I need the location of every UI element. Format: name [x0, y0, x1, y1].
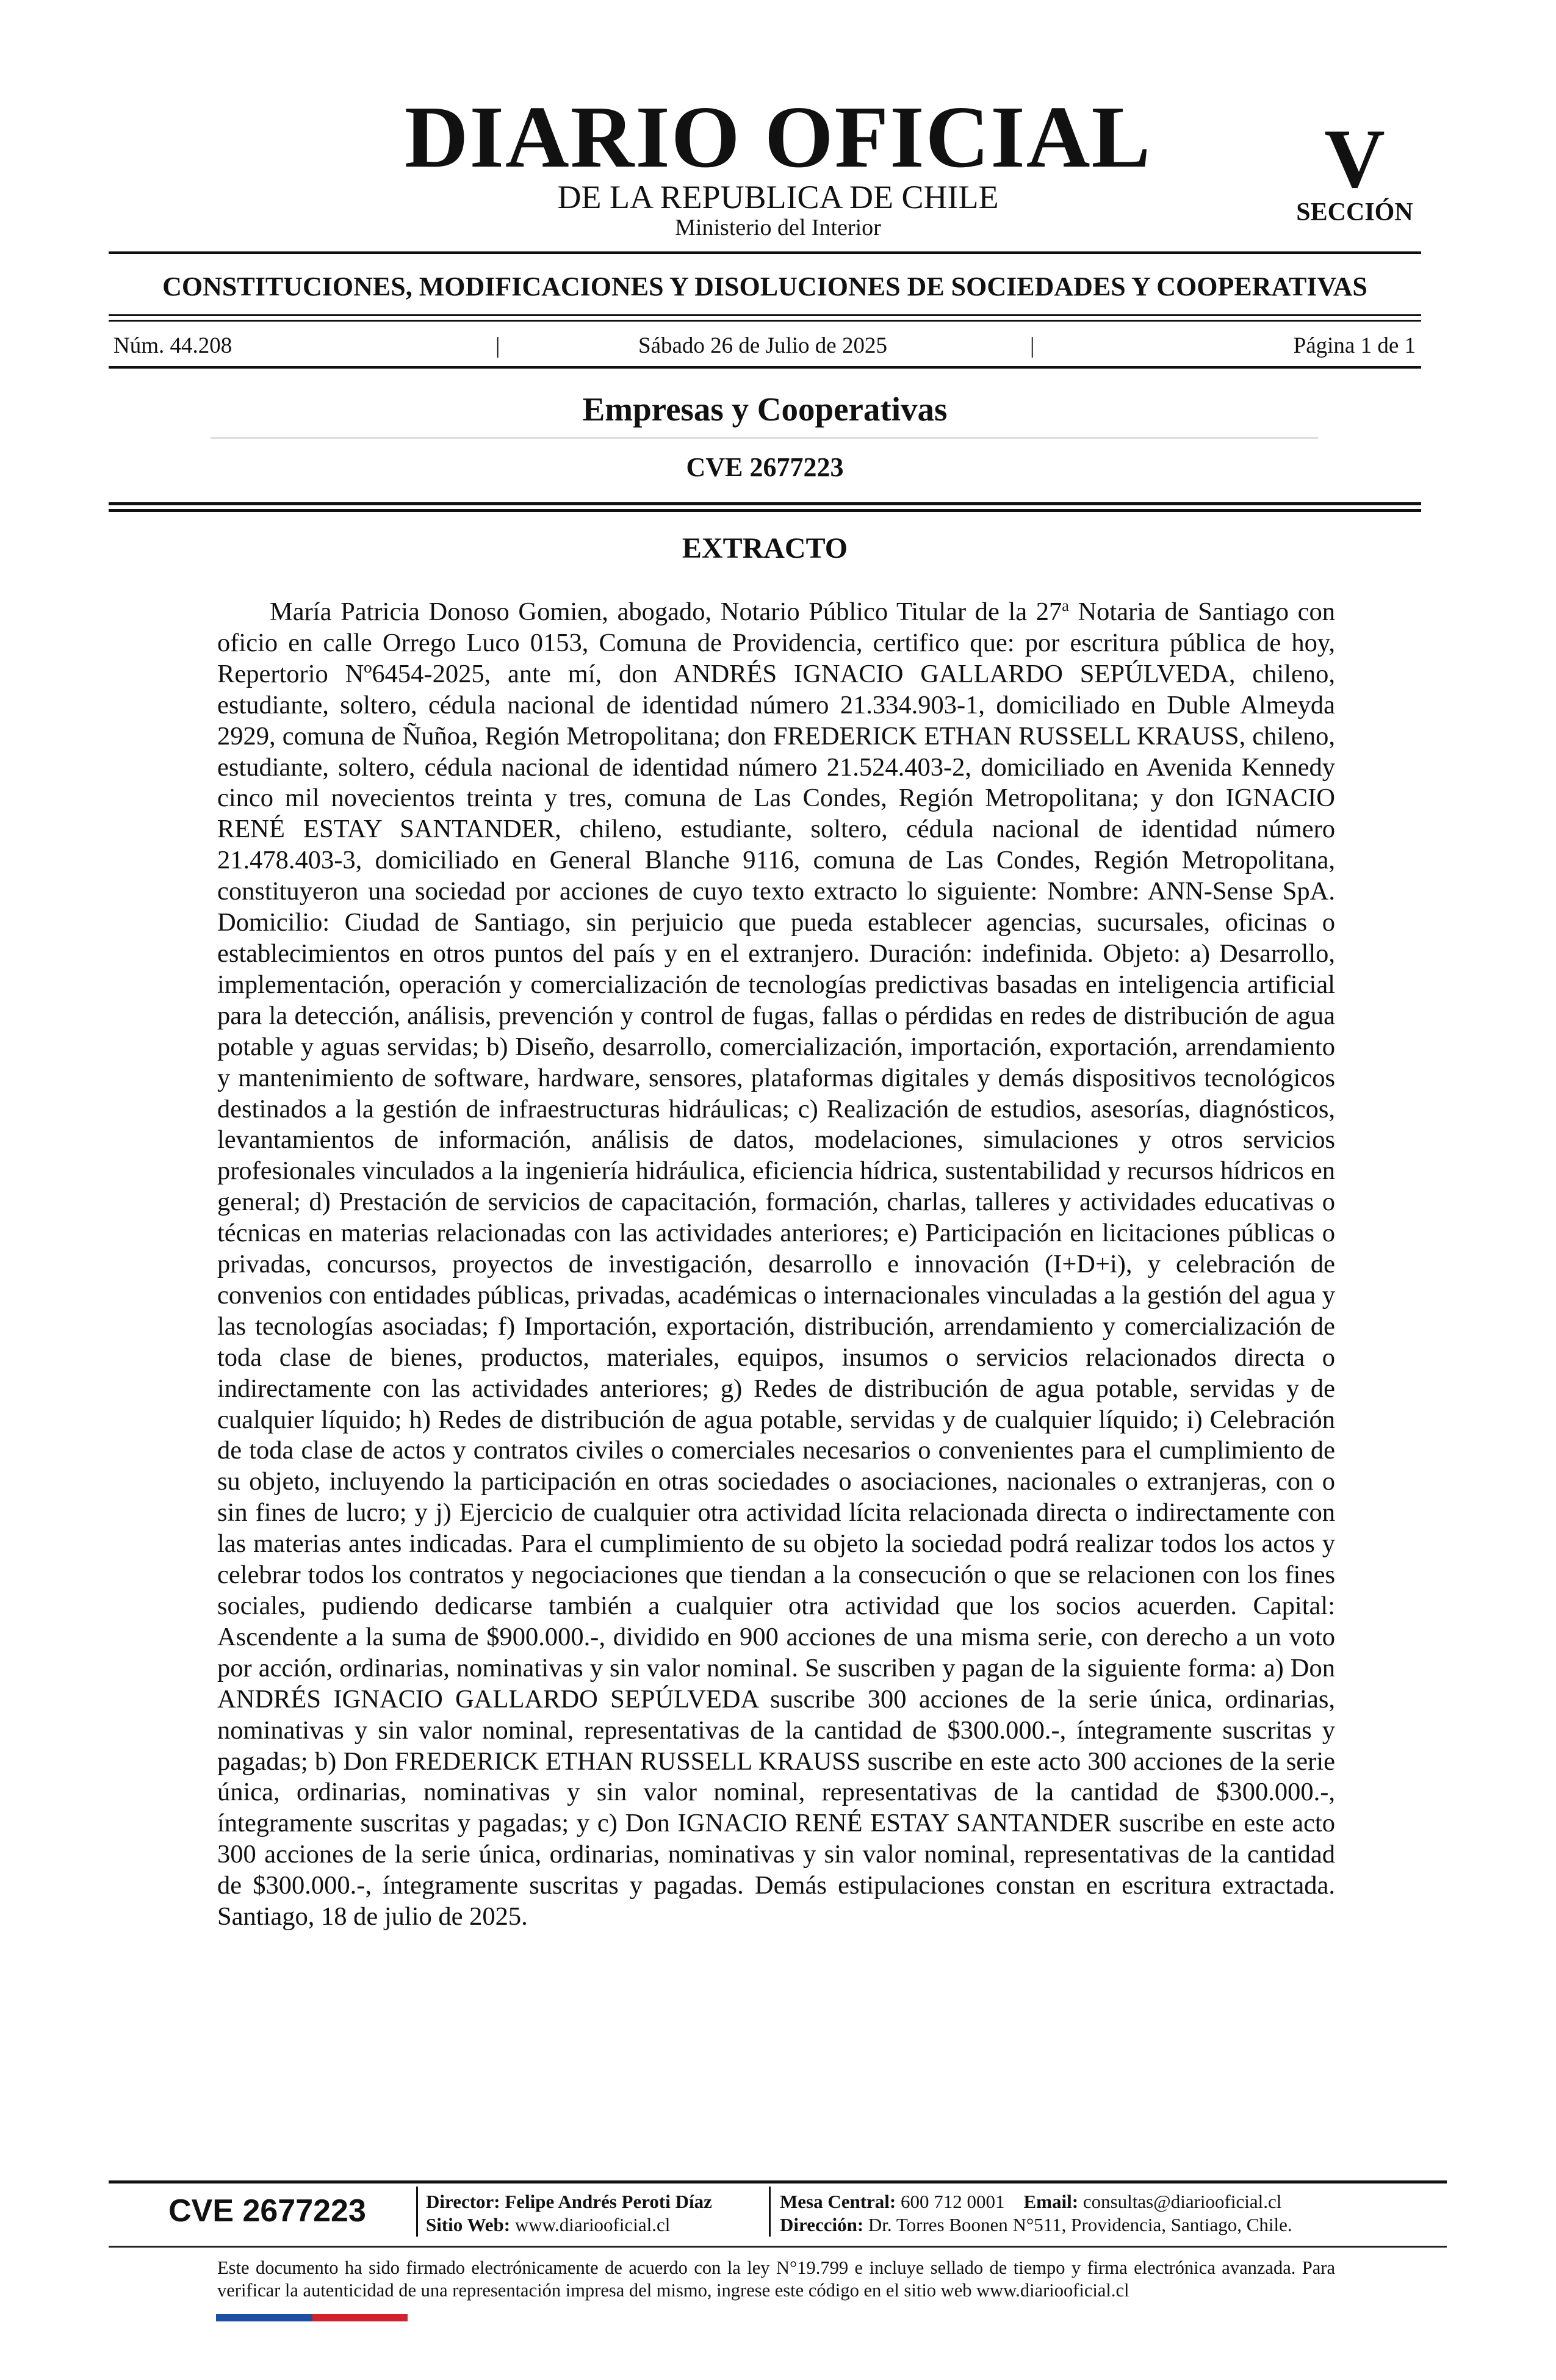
- footer-director: Director: Felipe Andrés Peroti Díaz: [426, 2191, 712, 2212]
- double-rule-top: [109, 502, 1421, 505]
- footer-divider: [769, 2187, 771, 2237]
- newspaper-title: DIARIO OFICIAL: [404, 88, 1152, 186]
- page-count: Página 1 de 1: [1293, 333, 1416, 358]
- issue-date: Sábado 26 de Julio de 2025: [638, 333, 887, 358]
- info-separator: |: [1030, 333, 1035, 358]
- column-divider: [211, 437, 1318, 439]
- footer-divider: [416, 2187, 418, 2237]
- double-rule-bottom: [109, 509, 1421, 512]
- footer-contact: Mesa Central: 600 712 0001 Email: consultas@diariooficial.cl: [780, 2191, 1282, 2212]
- info-rule: [109, 366, 1421, 369]
- footer-rule: [109, 2180, 1447, 2183]
- website-link[interactable]: www.diariooficial.cl: [514, 2214, 671, 2235]
- info-separator: |: [495, 333, 500, 358]
- flag-stripe-blue: [216, 2314, 312, 2321]
- issue-number: Núm. 44.208: [113, 333, 232, 358]
- section-label: SECCIÓN: [1296, 198, 1413, 226]
- extract-title: EXTRACTO: [682, 532, 848, 564]
- newspaper-subtitle: DE LA REPUBLICA DE CHILE: [557, 179, 999, 215]
- ordinal-marker: a: [1062, 596, 1069, 615]
- footer-bottom-rule: [109, 2246, 1447, 2248]
- category-rule-bottom: [109, 320, 1421, 322]
- extract-body: [217, 597, 1335, 1933]
- extract-paragraph: María Patricia Donoso Gomien, abogado, Notario Público Titular de la 27$^a$ Notaria de Santiago con oficio en calle Orrego Luco 0153, Comuna de Providencia, certifico que: por escritura pública de hoy, Repertorio Nº6454-2025, ante mí, don ANDRÉS IGNACIO GALLARDO SEPÚLVEDA, chileno, estudiante, soltero, cédula nacional de identidad número 21.334.903-1, domiciliado en Duble Almeyda 2929, comuna de Ñuñoa, Región Metropolitana; don FREDERICK ETHAN RUSSELL KRAUSS, chileno, estudiante, soltero, cédula nacional de identidad número 21.524.403-2, domiciliado en Avenida Kennedy cinco mil novecientos treinta y tres, comuna de Las Condes, Región Metropolitana; y don IGNACIO RENÉ ESTAY SANTANDER, chileno, estudiante, soltero, cédula nacional de identidad número 21.478.403-3, domiciliado en General Blanche 9116, comuna de Las Condes, Región Metropolitana, constituyeron una sociedad por acciones de cuyo texto extracto lo siguiente: Nombre: ANN-Sense SpA. Domicilio: Ciudad de Santiago, sin perjuicio que pueda establecer agencias, sucursales, oficinas o establecimientos en otros puntos del país y en el extranjero. Duración: indefinida. Objeto: a) Desarrollo, implementación, operación y comercialización de tecnologías predictivas basadas en inteligencia artificial para la detección, análisis, prevención y control de fugas, fallas o pérdidas en redes de distribución de agua potable y aguas servidas; b) Diseño, desarrollo, comercialización, importación, exportación, arrendamiento y mantenimiento de software, hardware, sensores, plataformas digitales y demás dispositivos tecnológicos destinados a la gestión de infraestructuras hidráulicas; c) Realización de estudios, asesorías, diagnósticos, levantamientos de información, análisis de datos, modelaciones, simulaciones y otros servicios profesionales vinculados a la ingeniería hidráulica, eficiencia hídrica, sustentabilidad y recursos hídricos en general; d) Prestación de servicios de capacitación, formación, charlas, talleres y actividades educativas o técnicas en materias relacionadas con las actividades anteriores; e) Participación en licitaciones públicas o privadas, concursos, proyectos de investigación, desarrollo e innovación (I+D+i), y celebración de convenios con entidades públicas, privadas, académicas o internacionales vinculadas a la gestión del agua y las tecnologías asociadas; f) Importación, exportación, distribución, arrendamiento y comercialización de toda clase de bienes, productos, materiales, equipos, insumos o servicios relacionados directa o indirectamente con las actividades anteriores; g) Redes de distribución de agua potable, servidas y de cualquier líquido; h) Redes de distribución de agua potable, servidas y de cualquier líquido; i) Celebración de toda clase de actos y contratos civiles o comerciales necesarios o convenientes para el cumplimiento de su objeto, incluyendo la participación en otras sociedades o asociaciones, nacionales o extranjeras, con o sin fines de lucro; y j) Ejercicio de cualquier otra actividad lícita relacionada directa o indirectamente con las materias antes indicadas. Para el cumplimiento de su objeto la sociedad podrá realizar todos los actos y celebrar todos los contratos y negociaciones que tiendan a la consecución o que se relacionen con los fines sociales, pudiendo dedicarse también a cualquier otra actividad que los socios acuerden. Capital: Ascendente a la suma de $900.000.-, dividido en 900 acciones de una misma serie, con derecho a un voto por acción, ordinarias, nominativas y sin valor nominal. Se suscriben y pagan de la siguiente forma: a) Don ANDRÉS IGNACIO GALLARDO SEPÚLVEDA suscribe 300 acciones de la serie única, ordinarias, nominativas y sin valor nominal, representativas de la cantidad de $300.000.-, íntegramente suscritas y pagadas; b) Don FREDERICK ETHAN RUSSELL KRAUSS suscribe en este acto 300 acciones de la serie única, ordinarias, nominativas y sin valor nominal, representativas de la cantidad de $300.000.-, íntegramente suscritas y pagadas; y c) Don IGNACIO RENÉ ESTAY SANTANDER suscribe en este acto 300 acciones de la serie única, ordinarias, nominativas y sin valor nominal, representativas de la cantidad de $300.000.-, íntegramente suscritas y pagadas. Demás estipulaciones constan en escritura extractada. Santiago, 18 de julio de 2025.: [217, 596, 1335, 1931]
- column-title: Empresas y Cooperativas: [582, 391, 948, 428]
- footer-address: Dirección: Dr. Torres Boonen N°511, Providencia, Santiago, Chile.: [780, 2214, 1292, 2235]
- footer-cve: CVE 2677223: [168, 2193, 366, 2229]
- footer-website: Sitio Web: www.diariooficial.cl: [426, 2214, 671, 2235]
- category-heading: CONSTITUCIONES, MODIFICACIONES Y DISOLUCIONES DE SOCIEDADES Y COOPERATIVAS: [162, 272, 1367, 301]
- electronic-signature-notice: Este documento ha sido firmado electrónicamente de acuerdo con la ley N°19.799 e incluye sellado de tiempo y firma electrónica avanzada. Para verificar la autenticidad de una representación impresa del mismo, ingrese este código en el sitio web www.diariooficial.cl: [217, 2257, 1335, 2301]
- category-rule-top: [109, 314, 1421, 316]
- masthead-rule: [109, 251, 1421, 254]
- flag-stripe-red: [312, 2314, 408, 2321]
- cve-code: CVE 2677223: [686, 452, 844, 482]
- email-link[interactable]: consultas@diariooficial.cl: [1082, 2191, 1282, 2212]
- ministry-label: Ministerio del Interior: [675, 215, 881, 240]
- section-letter: V: [1324, 112, 1385, 205]
